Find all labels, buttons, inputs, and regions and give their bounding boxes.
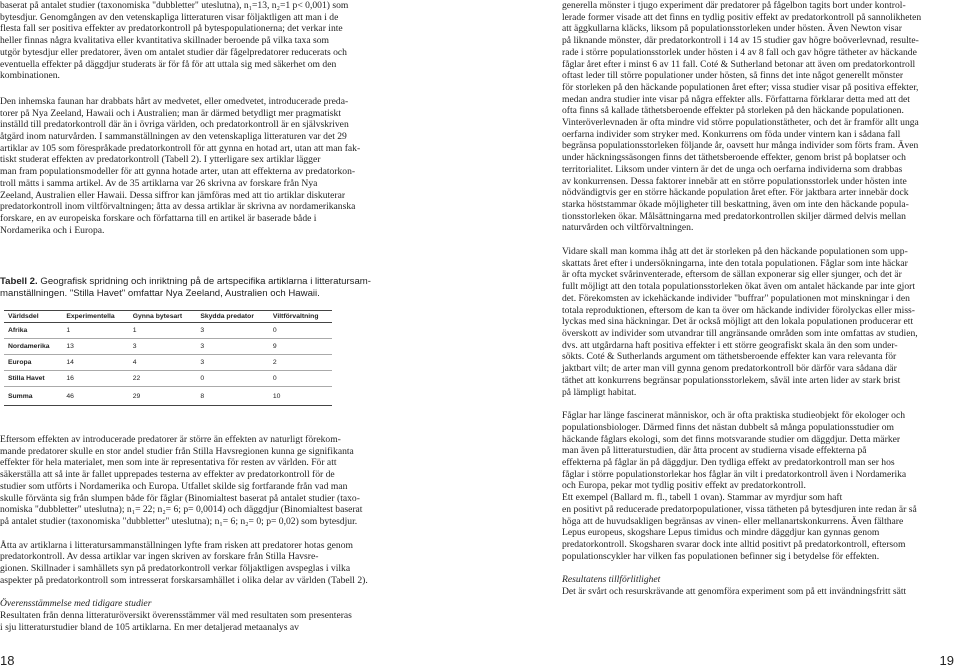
text-line: Den inhemska faunan har drabbats hårt av medvetet, eller omedvetet, introducerade preda- [0,95,349,107]
right-column [562,0,956,598]
effects-paragraph [0,434,400,528]
table-header-cell: Skydda predator [196,311,269,323]
page-number: 18 [0,653,15,668]
table-header-cell: Experimentella [62,311,128,323]
text-line: täthet att konkurrens begränsar populationsstorlekem, såväl inte arten lider av stark brist [562,374,901,386]
table-cell: Nordamerika [4,339,62,355]
text-line: Det är svårt och resurskrävande att genomföra experiment som på ett invändningsfritt sätt [562,586,907,598]
text-line: baserat på antalet studier (taxonomiska "dubbletter" uteslutna), n₁=13, n₂=1 p< 0,001) som [0,0,349,11]
table-cell: 3 [196,339,269,355]
table-cell: 0 [269,371,332,387]
text-line: häckande fåglars ekologi, som det finns motsvarande studier om däggdjur. Detta märker [562,433,901,445]
table-cell: 10 [269,387,332,406]
fauna-paragraph [0,96,400,236]
section-heading: Överensstämmelse med tidigare studier [0,598,152,610]
table-cell: 22 [129,371,197,387]
text-line: oerfarna individer som stryker med. Konkurrens om föda under vintern kan i sådana fall [562,128,901,140]
text-line: på antalet studier (taxonomiska "dubbletter" uteslutna); n₁= 6; n₂= 0; p= 0,02) som bytesdjur. [0,515,358,527]
text-line: en positivt på reducerade predatorpopulationer, vissa tätheten på bytesdjuren inte redan är så [562,503,917,515]
text-line: tionsstorleken ökar. Målsättningarna med predatorkontrollen skiljer därmed delvis mellan [562,210,906,222]
text-line: effekterna på fåglar än på däggdjur. Den tydliga effekt av predatorkontroll man ser hos [562,457,895,469]
text-line: är ofta mycket svårinventerade, eftersom de sällan exponerar sig eller sjunger, och det är [562,269,902,281]
text-line: rade i större populationsstorlek under hösten i 4 av 8 fall och gav högre tätheter av häckande [562,46,917,58]
text-line: utgör bytesdjur eller predatorer, även om antalet studier där fågelpredatorer reducerats och [0,46,347,58]
text-line: överskott av individer som utvandrar till angränsande områden som inte omfattas av studien, [562,327,918,339]
table-cell: 1 [129,323,197,339]
text-line: studier som utförts i Nordamerika och Europa. Utfallet skilde sig fortfarande från vad man [0,480,348,492]
text-line: jaktbart vilt; de arter man vill gynna genom predatorkontroll bör därför vara sådana där [562,363,897,375]
middle-paragraph [562,246,956,398]
left-page [0,0,478,670]
table-header-row [4,311,332,323]
right-page [482,0,960,670]
table-cell: 8 [196,387,269,406]
text-line: och Europa, pekar mot tydlig positiv effekt av predatorkontroll. [562,480,806,492]
text-line: säkerställa att så inte är fallet upprepades testerna av effekter av predatorkontroll för de [0,469,335,481]
text-line: Fåglar har länge fascinerat människor, och är ofta praktiska studieobjekt för ekologer och [562,410,905,422]
text-line: sökts. Coté & Sutherlands argument om täthetsberoende effekter kan vara relevanta för [562,351,897,363]
table-cell: Europa [4,355,62,371]
text-line: man även på litteraturstudien, där åtta procent av studierna visade effekterna på [562,445,867,457]
text-line: det. Förekomsten av ickehäckande individer "buffrar" populationen mot minskningar i den [562,292,910,304]
text-line: begränsa populationsstorleken följande år, oavsett hur många individer som förts fram. Även [562,140,919,152]
intro-paragraph [0,0,400,82]
top-paragraph [562,0,956,234]
text-line: troll mätts i samma artikel. Av de 35 artiklarna var 26 skrivna av forskare från Nya [0,177,318,189]
table-header-cell: Gynna bytesart [129,311,197,323]
text-line: Resultaten från denna litteraturöversikt överensstämmer väl med resultaten som presenteras [0,610,352,622]
table-sum-row [4,387,332,406]
table-row [4,371,332,387]
text-line: oftast leder till större populationer under hösten, så finns det inte något generellt mönster [562,70,904,82]
table-cell: 0 [196,371,269,387]
text-line: Ett exempel (Ballard m. fl., tabell 1 ovan). Stammar av myrdjur som haft [562,492,843,504]
table-2 [4,310,332,406]
text-line: under häckningssäsongen finns det täthetsberoende effekter, genom brist på boplatser och [562,152,906,164]
table-cell: 1 [62,323,128,339]
table-cell: 14 [62,355,128,371]
text-line: predatorkontroll inom viltförvaltningen; åtta av dessa artiklar är skrivna av nordamerikanska [0,201,356,213]
text-line: artiklar av 105 som förespråkade predatorkontroll för att gynna en hotad art, utan att man fak- [0,142,361,154]
table-header-cell: Viltförvaltning [269,311,332,323]
table-caption-label: Tabell 2. [0,276,38,287]
text-line: populationscykler har vilken fas populationen befinner sig i betydelse för effekten. [562,550,880,562]
left-column-lower [0,434,400,634]
table-cell: 3 [196,355,269,371]
text-line: fåglar i större populationstorlekar hos fåglar än vilt i predatorkontroll även i Nordamerika [562,468,907,480]
text-line: inställd till predatorkontroll där än i övriga världen, och predatorkontroll är en självskriven [0,119,349,131]
table-cell: 46 [62,387,128,406]
table-cell: 4 [129,355,197,371]
text-line: mande predatorer skulle en stor andel studier från Stilla Havsregionen kunna ge signifikanta [0,445,354,457]
reliability-paragraph [562,586,956,598]
text-line: Eftersom effekten av introducerade predatorer är större än effekten av naturligt förekom- [0,434,341,445]
text-line: Vinteröverlevnaden är ofta mindre vid större populationstätheter, och det är framför allt unga [562,117,919,129]
text-line: heller finnas några kvalitativa eller kvantitativa skillnader beroende på vilka taxa som [0,35,329,47]
text-line: bytesdjur. Genomgången av den vetenskapliga litteraturen visar följaktligen att man i de [0,11,339,23]
table-header-cell: Världsdel [4,311,62,323]
text-line: dvs. att utgårdarna haft positiva effekter i ett större geografiskt skala än den som under- [562,339,898,351]
text-line: åtgärd inom naturvården. I sammanställningen av den vetenskapliga litteraturen var det 29 [0,131,347,143]
text-line: Zeeland, Australien eller Hawaii. Dessa siffror kan jämföras med att tio artiklar diskuterar [0,189,346,201]
text-line: skulle förvänta sig från slumpen både för fåglar (Binomialtest baserat på antalet studier (taxo- [0,492,360,504]
text-line: eventuella effekter på däggdjur studerats är för få för att uttala sig med säkerhet om den [0,58,337,70]
table-cell: Stilla Havet [4,371,62,387]
text-line: lerade former visade att det finns en tydlig positiv effekt av predatorkontroll på sannolikheten [562,11,922,23]
text-line: på liknande mönster, där predatorkontroll i 14 av 15 studier gav högre boöverlevnad, resulte- [562,35,919,47]
text-line: territorialitet. Liksom under vintern är det de unga och oerfarna individerna som drabbas [562,163,903,175]
agreement-paragraph [0,610,400,633]
text-line: medan andra studier inte visar på några effekter alls. Författarna förklarar detta med att det [562,93,910,105]
text-line: nödvändigtvis ger en större häckande population året efter. För jaktbara arter innebär dock [562,187,909,199]
text-line: av konkurrensen. Dessa faktorer innebär att en större populationsstorlek under hösten inte [562,175,907,187]
text-line: höga att de huvudsakligen begränsas av vinen- eller mellanartskonkurrens. Även fältharе [562,515,904,527]
text-line: naturvården och viltförvaltningen. [562,222,694,234]
text-line: forskare, en av europeiska forskare och författarna till en artikel är baserade både i [0,212,317,224]
table-caption-text: Geografisk spridning och inriktning på de artspecifika artiklarna i litteratursam- [40,276,371,287]
text-line: kombinationen. [0,70,60,82]
table-cell: 16 [62,371,128,387]
left-column [0,0,400,236]
text-line: fåglar året efter i minst 6 av 11 fall. Coté & Sutherland betonar att även om predatorkontroll [562,58,916,70]
table-cell: 9 [269,339,332,355]
table-cell: 3 [129,339,197,355]
text-line: Åtta av artiklarna i litteratursammanställningen lyfte fram risken att predatorer hotas genom [0,539,353,551]
text-line: effekter för hela materialet, men som inte är representativa för resten av världen. För att [0,457,337,469]
text-line: i sju litteraturstudier bland de 105 artiklarna. En mer detaljerad metaanalys av [0,621,299,633]
text-line: för storleken på den häckande populationen året efter; vissa studier visar på positiva effekter, [562,81,919,93]
text-line: generella mönster i tjugo experiment där predatorer på fågelbon tagits bort under kontrol- [562,0,906,11]
text-line: torer på Nya Zeeland, Hawaii och i Australien; man är därmed betydligt mer pragmatiskt [0,107,341,119]
risk-paragraph [0,540,400,587]
text-line: lyckas med sina häckningar. Det är också möjligt att den lokala populationen producerar ett [562,316,914,328]
text-line: predatorkontroll. Skogsharen svarar dock inte alltid positivt på predatorkontroll, eftersom [562,538,906,550]
table-cell: 13 [62,339,128,355]
text-line: nomiska "dubbletter" uteslutna); n₁= 22; n₂= 6; p= 0,0014) och däggdjur (Binomialtest baserat [0,504,363,516]
page-number: 19 [939,653,954,668]
text-line: populationsbiologer. Därmed finns det nästan dubbelt så många populationsstudier om [562,421,894,433]
table-cell: 0 [269,323,332,339]
table-cell: Afrika [4,323,62,339]
table-cell: Summa [4,387,62,406]
text-line: starka höststammar ökade möjligheter till beskattning, även om inte den häckande popula- [562,198,909,210]
text-line: tiskt studerat effekten av predatorkontroll (Tabell 2). I ytterligare sex artiklar lägger [0,154,321,166]
table-caption [0,276,420,299]
table-cell: 29 [129,387,197,406]
text-line: Lepus europeus, skogshare Lepus timidus och mindre däggdjur kan gynnas genom [562,527,880,539]
text-line: gionen. Skillnader i samhällets syn på predatorkontroll verkar följaktligen avspeglas i vilka [0,563,351,575]
text-line: flesta fall ser positiva effekter av predatorkontroll på bytespopulationerna; det verkar inte [0,23,343,35]
text-line: att äggkullarna kläcks, liksom på populationsstorleken under hösten. Även Newton visar [562,23,902,35]
text-line: Nordamerika och i Europa. [0,224,105,236]
text-line: fullt möjligt att den totala populationsstorleken ökat även om antalet häckande par inte gjort [562,281,916,293]
section-heading: Resultatens tillförlitlighet [562,574,661,586]
table-row [4,355,332,371]
text-line: aspekter på predatorkontroll som intresserat forskarsamhället i olika delar av världen (Tabell 2). [0,574,368,586]
text-line: predatorkontroll. Av dessa artiklar var ingen skriven av forskare från Stilla Havsre- [0,551,319,563]
table-cell: 2 [269,355,332,371]
text-line: Vidare skall man komma ihåg att det är storleken på den häckande populationen som upp- [562,246,908,258]
text-line: skattats året efter i undersökningarna, inte den totala populationen. Fåglar som inte häckar [562,257,908,269]
text-line: ofta finns så kallade täthetsberoende effekter på storleken på den häckande populationen. [562,105,904,117]
table-row [4,323,332,339]
table-row [4,339,332,355]
text-line: på lämpligt habitat. [562,386,637,398]
table-caption-line: manställningen. "Stilla Havet" omfattar Nya Zeeland, Australien och Hawaii. [0,287,320,299]
birds-paragraph [562,410,956,562]
text-line: totala reproduktionen, eftersom de kan ta över om häckande individer förolyckas eller miss- [562,304,915,316]
table-cell: 3 [196,323,269,339]
text-line: man fram populationsmodeller för att gynna hotade arter, utan att effekterna av predatorkon- [0,166,356,178]
